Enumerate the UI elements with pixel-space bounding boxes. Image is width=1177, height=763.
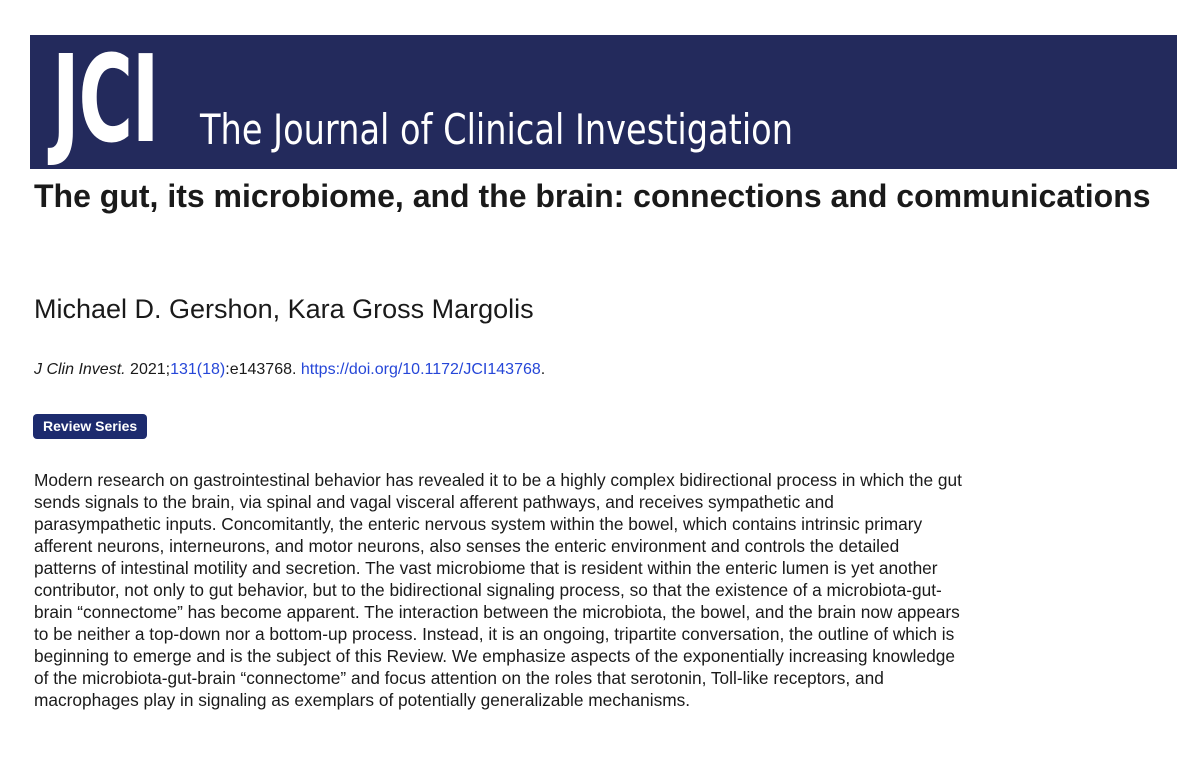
article-title: The gut, its microbiome, and the brain: connections and communications: [34, 178, 1151, 214]
journal-name: The Journal of Clinical Investigation: [200, 105, 794, 154]
abstract-line: parasympathetic inputs. Concomitantly, the enteric nervous system within the bowel, which contains intrinsic primary: [34, 514, 923, 534]
abstract-line: Modern research on gastrointestinal behavior has revealed it to be a highly complex bidirectional process in which the gut: [34, 470, 962, 490]
abstract-line: brain “connectome” has become apparent. The interaction between the microbiota, the bowel, and the brain now appears: [34, 602, 960, 622]
review-series-badge[interactable]: Review Series: [33, 414, 147, 439]
abstract-line: patterns of intestinal motility and secretion. The vast microbiome that is resident within the enteric lumen is yet another: [34, 558, 938, 578]
journal-banner: [30, 35, 1177, 169]
abstract-line: contributor, not only to gut behavior, but to the bidirectional signaling process, so that the existence of a microbiota-gut-: [34, 580, 942, 600]
doi-link[interactable]: https://doi.org/10.1172/JCI143768: [300, 361, 541, 378]
abstract: [34, 469, 1177, 749]
citation-volume-issue-link[interactable]: 131(18): [170, 361, 226, 378]
citation-line: [34, 360, 545, 380]
citation-trailing: .: [540, 361, 546, 378]
article-authors: Michael D. Gershon, Kara Gross Margolis: [34, 294, 534, 324]
abstract-line: afferent neurons, interneurons, and motor neurons, also senses the enteric environment and controls the detailed: [34, 536, 900, 556]
abstract-line: beginning to emerge and is the subject of this Review. We emphasize aspects of the exponentially increasing knowledge: [34, 646, 955, 666]
jci-logo: JCI: [52, 35, 159, 169]
citation-year: 2021;: [130, 361, 171, 378]
abstract-line: of the microbiota-gut-brain “connectome” and focus attention on the roles that serotonin, Toll-like receptors, and: [34, 668, 884, 688]
citation-journal: J Clin Invest.: [34, 361, 126, 378]
abstract-line: to be neither a top-down nor a bottom-up process. Instead, it is an ongoing, tripartite conversation, the outline of which is: [34, 624, 955, 644]
abstract-line: macrophages play in signaling as exemplars of potentially generalizable mechanisms.: [34, 690, 691, 710]
abstract-line: sends signals to the brain, via spinal and vagal visceral afferent pathways, and receives sympathetic and: [34, 492, 834, 512]
citation-article-number: :e143768.: [225, 361, 297, 378]
